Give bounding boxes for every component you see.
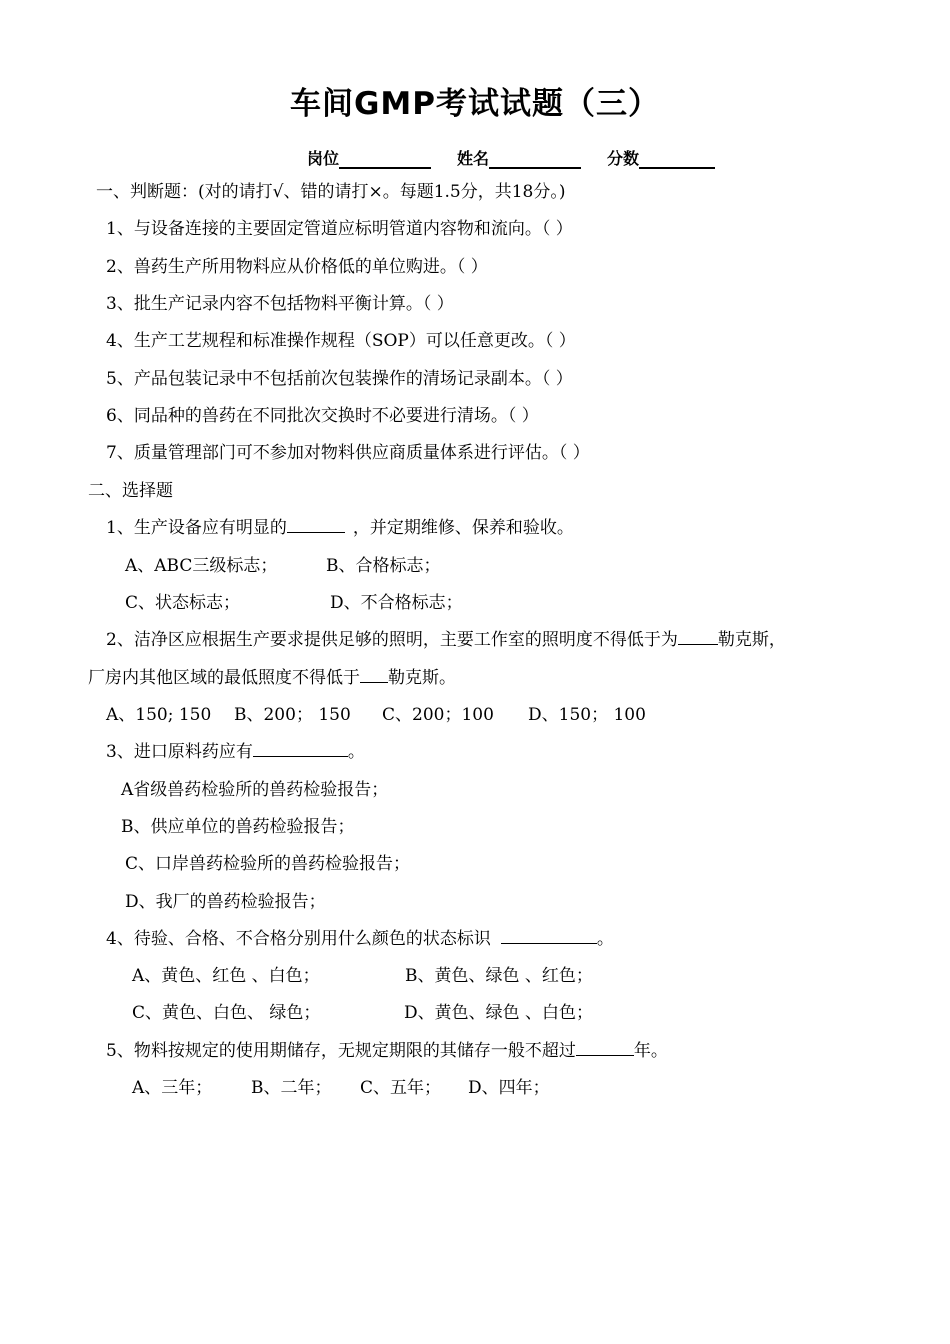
judge-item-3: 3、批生产记录内容不包括物料平衡计算。（ ） bbox=[106, 294, 454, 314]
q3-text-pre: 3、进口原料药应有 bbox=[106, 742, 253, 762]
section1-heading: 一、判断题：(对的请打√、错的请打×。每题1.5分，共18分。) bbox=[96, 182, 566, 202]
judge-item-5: 5、产品包装记录中不包括前次包装操作的清场记录副本。（ ） bbox=[106, 369, 573, 389]
choice-q5 bbox=[106, 1036, 668, 1061]
q1-option-b[interactable]: B、合格标志； bbox=[326, 556, 441, 576]
exam-info-row bbox=[307, 146, 715, 169]
q2-text-pre: 2、洁净区应根据生产要求提供足够的照明，主要工作室的照明度不得低于为 bbox=[106, 630, 678, 650]
q1-text-pre: 1、生产设备应有明显的 bbox=[106, 518, 287, 538]
q5-blank[interactable] bbox=[576, 1037, 634, 1056]
q5-option-b[interactable]: B、二年； bbox=[251, 1078, 332, 1098]
q4-option-a[interactable]: A、黄色、红色 、白色； bbox=[132, 966, 320, 986]
judge-item-1: 1、与设备连接的主要固定管道应标明管道内容物和流向。（ ） bbox=[106, 219, 573, 239]
q2-line2-post: 勒克斯。 bbox=[388, 668, 456, 688]
q3-option-b[interactable]: B、供应单位的兽药检验报告； bbox=[121, 817, 355, 837]
page-title: 车间GMP考试试题（三） bbox=[289, 86, 660, 122]
q3-option-c[interactable]: C、口岸兽药检验所的兽药检验报告； bbox=[125, 854, 411, 874]
q2-blank-2[interactable] bbox=[360, 664, 388, 683]
judge-item-2: 2、兽药生产所用物料应从价格低的单位购进。（ ） bbox=[106, 257, 488, 277]
q3-option-a[interactable]: A省级兽药检验所的兽药检验报告； bbox=[121, 780, 389, 800]
q2-line2-pre: 厂房内其他区域的最低照度不得低于 bbox=[88, 668, 360, 688]
q3-text-post: 。 bbox=[347, 742, 365, 762]
choice-q1 bbox=[106, 513, 574, 538]
q5-option-c[interactable]: C、五年； bbox=[360, 1078, 442, 1098]
judge-item-6: 6、同品种的兽药在不同批次交换时不必要进行清场。（ ） bbox=[106, 406, 539, 426]
q5-text-pre: 5、物料按规定的使用期储存，无规定期限的其储存一般不超过 bbox=[106, 1041, 576, 1061]
score-field bbox=[607, 146, 715, 169]
judge-item-4: 4、生产工艺规程和标准操作规程（SOP）可以任意更改。（ ） bbox=[106, 331, 576, 351]
q4-blank[interactable] bbox=[501, 925, 597, 944]
choice-q4 bbox=[106, 924, 614, 949]
q4-option-c[interactable]: C、黄色、白色、 绿色； bbox=[132, 1003, 321, 1023]
q4-option-d[interactable]: D、黄色、绿色 、白色； bbox=[404, 1003, 594, 1023]
name-blank[interactable] bbox=[489, 149, 581, 169]
q2-option-c[interactable]: C、200；100 bbox=[382, 705, 494, 725]
choice-q2-line2 bbox=[88, 663, 456, 688]
q2-option-d[interactable]: D、150； 100 bbox=[528, 705, 646, 725]
name-label: 姓名 bbox=[457, 149, 490, 168]
q1-blank[interactable] bbox=[287, 514, 345, 533]
q3-option-d[interactable]: D、我厂的兽药检验报告； bbox=[125, 892, 326, 912]
q1-option-c[interactable]: C、状态标志； bbox=[125, 593, 241, 613]
choice-q2-line1 bbox=[106, 625, 786, 650]
judge-item-7: 7、质量管理部门可不参加对物料供应商质量体系进行评估。（ ） bbox=[106, 443, 590, 463]
q5-option-d[interactable]: D、四年； bbox=[468, 1078, 550, 1098]
name-field bbox=[457, 146, 607, 169]
position-blank[interactable] bbox=[339, 149, 431, 169]
q5-text-post: 年。 bbox=[633, 1041, 668, 1061]
q2-option-b[interactable]: B、200； 150 bbox=[234, 705, 351, 725]
q4-text-pre: 4、待验、合格、不合格分别用什么颜色的状态标识 bbox=[106, 929, 491, 949]
q4-text-post: 。 bbox=[596, 929, 614, 949]
choice-q3 bbox=[106, 737, 365, 762]
position-field bbox=[307, 146, 457, 169]
q2-text-mid: 勒克斯， bbox=[717, 630, 786, 650]
q3-blank[interactable] bbox=[253, 738, 348, 757]
q4-option-b[interactable]: B、黄色、绿色 、红色； bbox=[405, 966, 593, 986]
q2-blank-1[interactable] bbox=[678, 626, 718, 645]
section2-heading: 二、选择题 bbox=[88, 481, 173, 501]
q1-option-a[interactable]: A、ABC三级标志； bbox=[125, 556, 278, 576]
q1-text-post: ，并定期维修、保养和验收。 bbox=[352, 518, 574, 538]
q1-option-d[interactable]: D、不合格标志； bbox=[330, 593, 463, 613]
position-label: 岗位 bbox=[307, 149, 340, 168]
score-blank[interactable] bbox=[639, 149, 715, 169]
q5-option-a[interactable]: A、三年； bbox=[132, 1078, 213, 1098]
score-label: 分数 bbox=[607, 149, 640, 168]
q2-option-a[interactable]: A、150; 150 bbox=[106, 705, 212, 725]
